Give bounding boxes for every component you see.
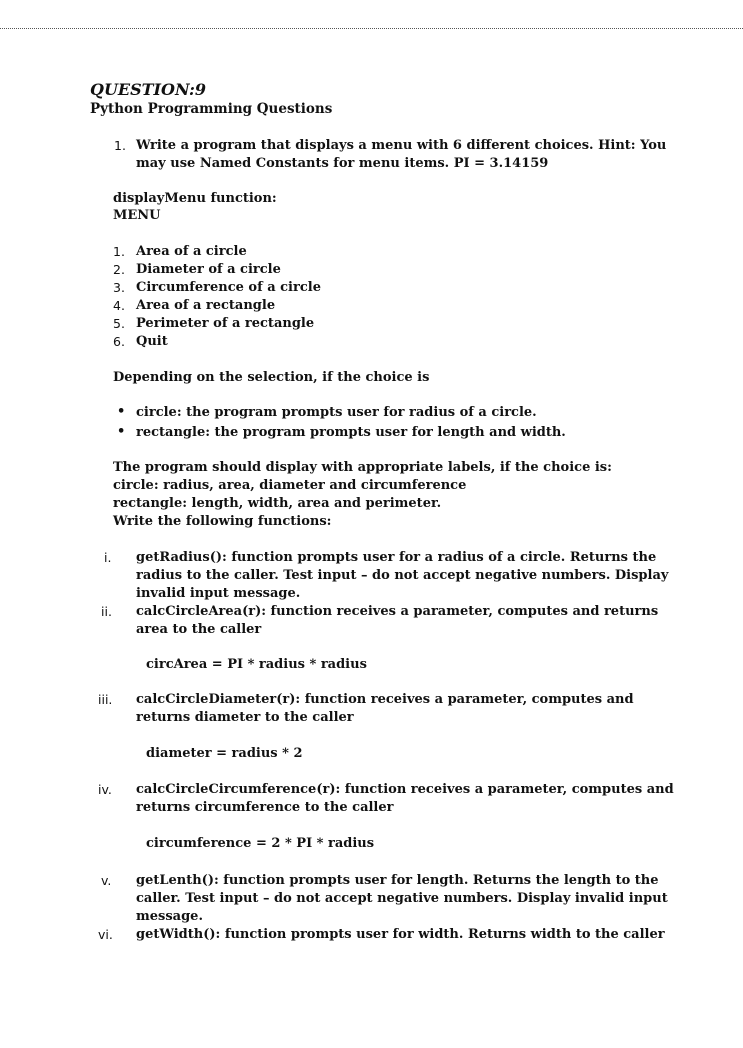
function-number: ii.: [101, 604, 112, 619]
task-number: 1.: [114, 138, 126, 153]
menu-label: MENU: [113, 208, 161, 223]
menu-item-label: Perimeter of a rectangle: [136, 316, 315, 331]
bullet-marker: •: [117, 424, 126, 439]
menu-item-number: 4.: [113, 298, 125, 313]
formula: diameter = radius * 2: [146, 746, 303, 761]
function-number: iii.: [98, 692, 113, 707]
question-title: QUESTION:9: [90, 80, 207, 99]
selection-intro: Depending on the selection, if the choice is: [113, 370, 430, 385]
display-labels-line: circle: radius, area, diameter and circumference: [113, 478, 467, 493]
function-text-line: calcCircleDiameter(r): function receives a parameter, computes and: [136, 692, 634, 707]
bullet-item: rectangle: the program prompts user for length and width.: [136, 425, 566, 440]
menu-item-label: Area of a rectangle: [136, 298, 276, 313]
function-text-line: getWidth(): function prompts user for width. Returns width to the caller: [136, 927, 665, 942]
function-number: v.: [101, 873, 112, 888]
menu-item-number: 3.: [113, 280, 125, 295]
display-labels-line: Write the following functions:: [113, 514, 332, 529]
function-text-line: area to the caller: [136, 622, 262, 637]
function-text-line: getLenth(): function prompts user for length. Returns the length to the: [136, 873, 659, 888]
dotted-divider: [0, 28, 743, 29]
function-number: i.: [104, 550, 112, 565]
function-number: vi.: [98, 927, 113, 942]
formula: circumference = 2 * PI * radius: [146, 836, 375, 851]
menu-item-label: Diameter of a circle: [136, 262, 281, 277]
formula: circArea = PI * radius * radius: [146, 657, 367, 672]
function-text-line: radius to the caller. Test input – do not accept negative numbers. Display: [136, 568, 669, 583]
function-text-line: returns diameter to the caller: [136, 710, 354, 725]
menu-item-label: Circumference of a circle: [136, 280, 321, 295]
display-menu-heading: displayMenu function:: [113, 191, 277, 206]
function-number: iv.: [98, 782, 112, 797]
task-text-line: Write a program that displays a menu with 6 different choices. Hint: You: [136, 138, 667, 153]
menu-item-number: 5.: [113, 316, 125, 331]
function-text-line: invalid input message.: [136, 586, 301, 601]
function-text-line: caller. Test input – do not accept negative numbers. Display invalid input: [136, 891, 668, 906]
menu-item-number: 1.: [113, 244, 125, 259]
bullet-marker: •: [117, 404, 126, 419]
function-text-line: returns circumference to the caller: [136, 800, 394, 815]
function-text-line: message.: [136, 909, 203, 924]
bullet-item: circle: the program prompts user for radius of a circle.: [136, 405, 537, 420]
section-subtitle: Python Programming Questions: [90, 101, 333, 117]
menu-item-label: Quit: [136, 334, 168, 349]
function-text-line: getRadius(): function prompts user for a radius of a circle. Returns the: [136, 550, 657, 565]
function-text-line: calcCircleCircumference(r): function receives a parameter, computes and: [136, 782, 674, 797]
function-text-line: calcCircleArea(r): function receives a parameter, computes and returns: [136, 604, 659, 619]
display-labels-line: The program should display with appropriate labels, if the choice is:: [113, 460, 612, 475]
menu-item-number: 6.: [113, 334, 125, 349]
menu-item-label: Area of a circle: [136, 244, 247, 259]
task-text-line: may use Named Constants for menu items. PI = 3.14159: [136, 156, 549, 171]
display-labels-line: rectangle: length, width, area and perimeter.: [113, 496, 442, 511]
menu-item-number: 2.: [113, 262, 125, 277]
